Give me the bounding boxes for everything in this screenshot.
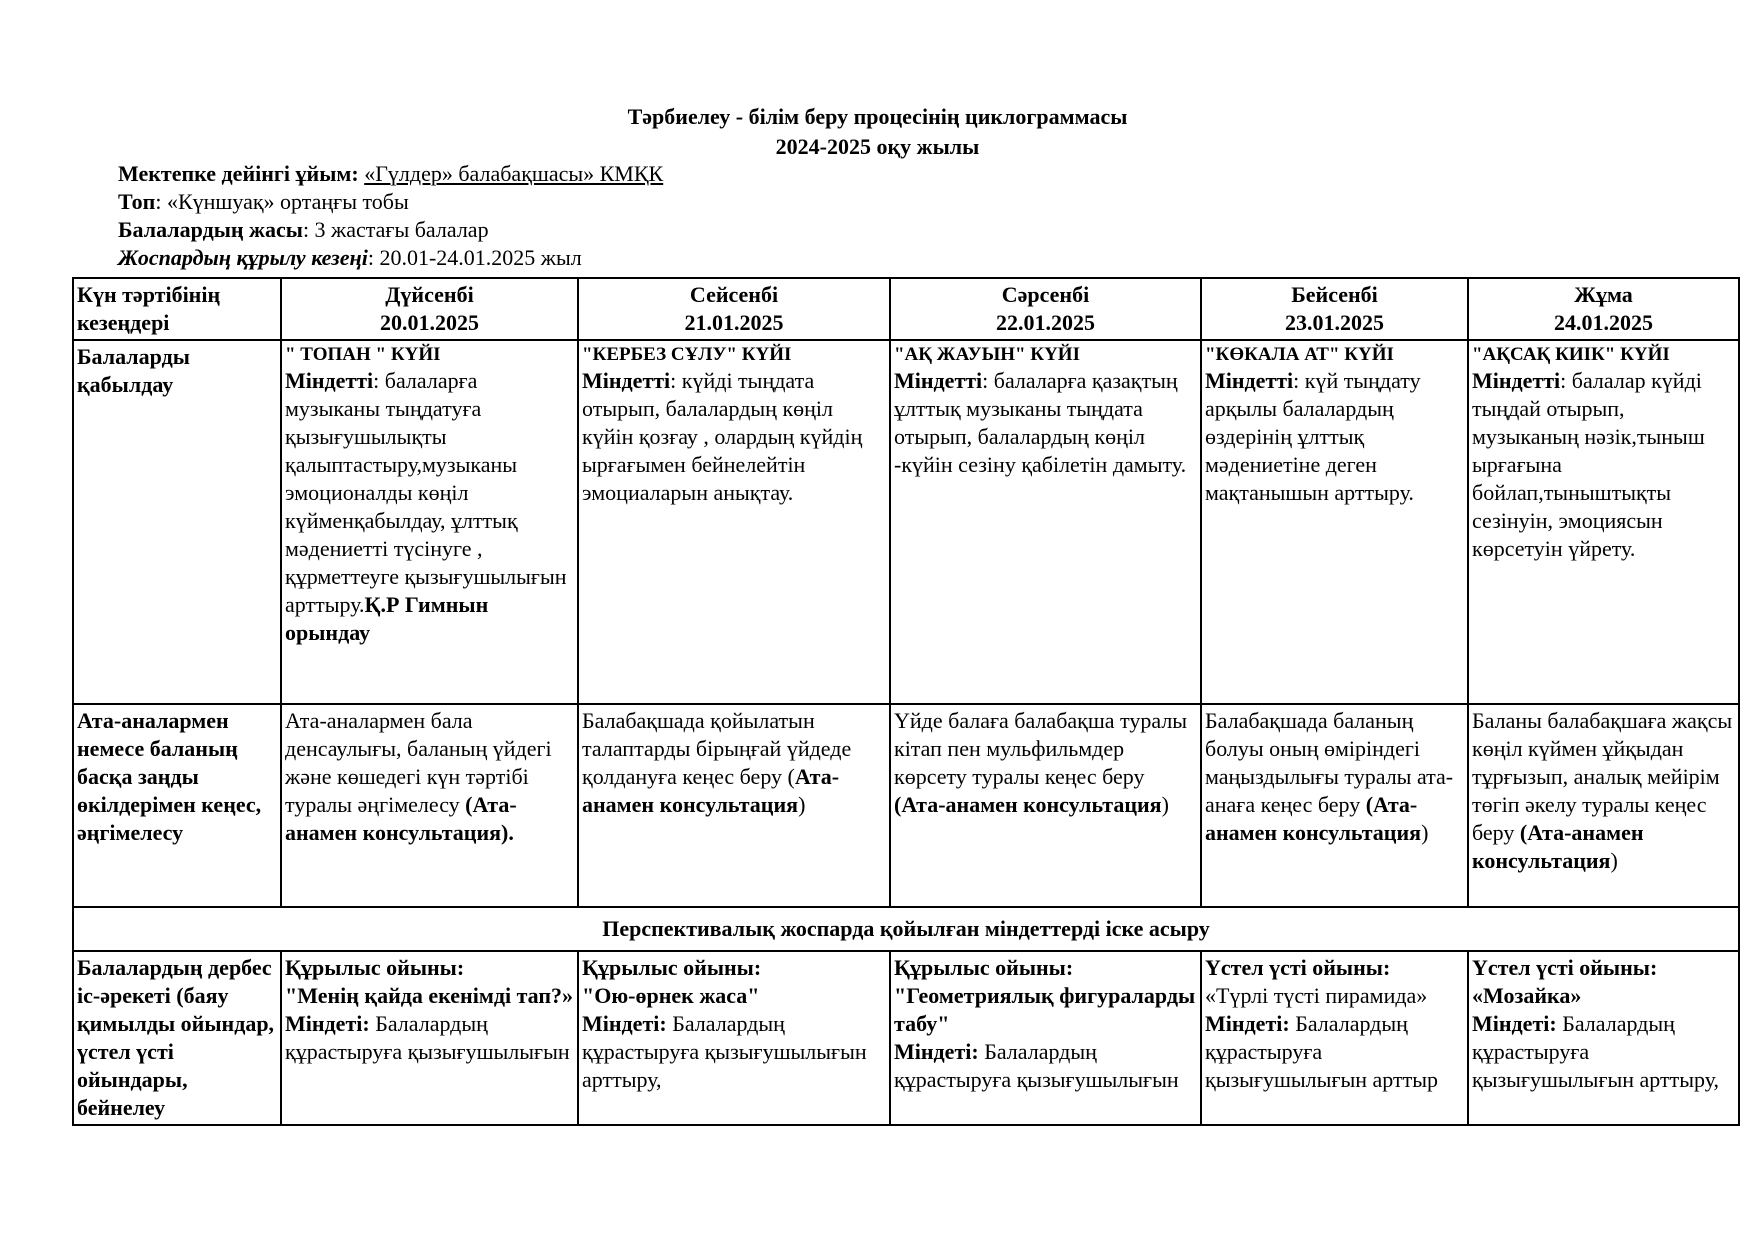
task-label: Міндетті <box>1205 368 1294 393</box>
header-day-monday <box>281 278 578 340</box>
meta-organization <box>118 160 663 188</box>
task-text: Балалардың құрастыруға қызығушылығын <box>285 1011 570 1064</box>
meta-org-value: «Гүлдер» балабақшасы» КМҚК <box>364 161 664 186</box>
advice-bold: (Ата-анамен консультация <box>894 792 1162 817</box>
kui-title: "АҚСАҚ КИІК" КҮЙІ <box>1472 344 1670 365</box>
header-day-thursday <box>1201 278 1468 340</box>
header-row <box>73 278 1739 340</box>
row-label-activity: Балалардың дербес іс-әрекеті (баяу қимылды ойындар, үстел үсті ойындары, бейнелеу <box>73 951 281 1125</box>
parents-cell-thursday <box>1201 704 1468 907</box>
task-text: : күйді тыңдата отырып, балалардың көңіл күйін қозғау , олардың күйдің ырғағымен бейнелейтін эмоциаларын анықтау. <box>582 368 863 505</box>
task-label: Міндеті: <box>1205 1011 1290 1036</box>
task-text: Балалардың құрастыруға қызығушылығын арттыр <box>1205 1011 1439 1092</box>
day-name: Дүйсенбі <box>385 282 474 307</box>
row-activity <box>73 951 1739 1125</box>
meta-age <box>118 216 663 244</box>
title-line-2: 2024-2025 оқу жылы <box>775 134 980 159</box>
reception-cell-wednesday <box>890 340 1201 704</box>
task-text: Балалардың құрастыруға қызығушылығын арттыру, <box>1472 1011 1720 1092</box>
kui-title: "КӨКАЛА АТ" КҮЙІ <box>1205 344 1394 365</box>
kui-title: " ТОПАН " КҮЙІ <box>285 344 441 365</box>
advice-bold: Ата-анамен консультация <box>582 764 840 817</box>
advice-tail: ) <box>1421 820 1429 845</box>
section-title: Перспективалық жоспарда қойылған міндеттерді іске асыру <box>73 907 1739 951</box>
kui-title: "КЕРБЕЗ СҰЛУ" КҮЙІ <box>582 344 792 365</box>
meta-age-label: Балалардың жасы <box>118 217 303 242</box>
advice-tail: ) <box>1161 792 1169 817</box>
meta-group <box>118 188 663 216</box>
parents-cell-wednesday <box>890 704 1201 907</box>
activity-name: «Түрлі түсті пирамида» <box>1205 983 1428 1008</box>
day-name: Сәрсенбі <box>1001 282 1090 307</box>
task-label: Міндеті: <box>285 1011 370 1036</box>
activity-type: Үстел үсті ойыны: <box>1472 955 1658 980</box>
header-left-line1: Күн тәртібінің <box>77 282 221 307</box>
row-reception <box>73 340 1739 704</box>
activity-cell-thursday <box>1201 951 1468 1125</box>
advice-tail: ) <box>798 792 806 817</box>
task-text: : балалар күйді тыңдай отырып, музыканың нәзік,тыныш ырғағына бойлап,тыныштықты сезінуін, эмоциясын көрсетуін үйрету. <box>1472 368 1705 561</box>
cyclogram-table <box>72 277 1740 1126</box>
advice-bold: (Ата-анамен консультация). <box>285 792 517 845</box>
advice-bold: (Ата-анамен консультация <box>1472 820 1644 873</box>
parents-cell-monday <box>281 704 578 907</box>
task-text: : балаларға қазақтың ұлттық музыканы тыңдата отырып, балалардың көңіл -күйін сезіну қабілетін дамыту. <box>894 368 1187 477</box>
advice-text: Үйде балаға балабақша туралы кітап пен мульфильмдер көрсету туралы кеңес беру <box>894 708 1188 789</box>
advice-tail: ) <box>1610 848 1618 873</box>
task-bold-tail: Қ.Р Гимнын орындау <box>285 592 489 645</box>
meta-period-label: Жоспардың құрылу кезеңі <box>118 245 368 270</box>
activity-cell-tuesday <box>578 951 890 1125</box>
day-date: 24.01.2025 <box>1554 310 1653 335</box>
day-name: Сейсенбі <box>689 282 779 307</box>
day-name: Бейсенбі <box>1291 282 1378 307</box>
advice-text: Баланы балабақшаға жақсы көңіл күймен ұйқыдан тұрғызып, аналық мейірім төгіп әкелу туралы кеңес беру <box>1472 708 1733 845</box>
reception-cell-friday <box>1468 340 1739 704</box>
activity-cell-friday <box>1468 951 1739 1125</box>
meta-info <box>118 160 663 272</box>
kui-title: "АҚ ЖАУЫН" КҮЙІ <box>894 344 1080 365</box>
parents-cell-friday <box>1468 704 1739 907</box>
activity-name: "Геометриялық фигураларды табу" <box>894 983 1196 1036</box>
meta-period <box>118 244 663 272</box>
header-day-friday <box>1468 278 1739 340</box>
meta-org-label: Мектепке дейінгі ұйым: <box>118 161 359 186</box>
advice-text: Балабақшада қойылатын талаптарды бірыңғай үйдеде қолдануға кеңес беру ( <box>582 708 852 789</box>
day-date: 21.01.2025 <box>684 310 784 335</box>
meta-age-value: : 3 жастағы балалар <box>302 217 489 242</box>
task-label: Міндетті <box>582 368 671 393</box>
activity-name: «Мозайка» <box>1472 983 1582 1008</box>
advice-text: Ата-аналармен бала денсаулығы, баланың үйдегі және көшедегі күн тәртібі туралы әңгімелесу <box>285 708 552 817</box>
meta-group-label: Топ <box>118 189 156 214</box>
reception-cell-monday <box>281 340 578 704</box>
task-label: Міндетті <box>285 368 374 393</box>
header-day-tuesday <box>578 278 890 340</box>
activity-cell-monday <box>281 951 578 1125</box>
task-label: Міндеті: <box>1472 1011 1557 1036</box>
activity-type: Құрылыс ойыны: <box>285 955 465 980</box>
row-section <box>73 907 1739 951</box>
task-text: Балалардың құрастыруға қызығушылығын <box>894 1039 1179 1092</box>
activity-type: Құрылыс ойыны: <box>582 955 762 980</box>
task-label: Міндеті: <box>894 1039 979 1064</box>
day-date: 23.01.2025 <box>1285 310 1384 335</box>
document-title <box>0 102 1755 162</box>
activity-name: "Ою-өрнек жаса" <box>582 983 760 1008</box>
advice-bold: (Ата-анамен консультация <box>1205 792 1422 845</box>
parents-cell-tuesday <box>578 704 890 907</box>
title-line-1: Тәрбиелеу - білім беру процесінің циклограммасы <box>627 104 1128 129</box>
task-text: : балаларға музыканы тыңдатуға қызығушылықты қалыптастыру,музыканы эмоционалды көңіл күйменқабылдау, ұлттық мәдениетті түсінуге , құрметтеуге қызығушылығын арттыру. <box>285 368 567 617</box>
meta-period-value: : 20.01-24.01.2025 жыл <box>367 245 582 270</box>
advice-text: Балабақшада баланың болуы оның өміріндегі маңыздылығы туралы ата-анаға кеңес беру <box>1205 708 1454 817</box>
task-label: Міндетті <box>1472 368 1561 393</box>
task-text: : күй тыңдату арқылы балалардың өздерінің ұлттық мәдениетіне деген мақтанышын арттыру. <box>1205 368 1421 505</box>
activity-type: Үстел үсті ойыны: <box>1205 955 1391 980</box>
day-date: 22.01.2025 <box>996 310 1095 335</box>
header-routine-stages <box>73 278 281 340</box>
row-label-parents: Ата-аналармен немесе баланың басқа заңды өкілдерімен кеңес, әңгімелесу <box>73 704 281 907</box>
header-left-line2: кезеңдері <box>77 310 170 335</box>
task-label: Міндетті <box>894 368 983 393</box>
header-day-wednesday <box>890 278 1201 340</box>
day-date: 20.01.2025 <box>380 310 479 335</box>
meta-group-value: : «Күншуақ» ортаңғы тобы <box>155 189 409 214</box>
reception-cell-tuesday <box>578 340 890 704</box>
activity-name: "Менің қайда екенімді тап?» <box>285 983 574 1008</box>
day-name: Жұма <box>1574 282 1633 307</box>
row-parents <box>73 704 1739 907</box>
task-label: Міндеті: <box>582 1011 667 1036</box>
row-label-reception: Балаларды қабылдау <box>73 340 281 704</box>
activity-cell-wednesday <box>890 951 1201 1125</box>
activity-type: Құрылыс ойыны: <box>894 955 1074 980</box>
reception-cell-thursday <box>1201 340 1468 704</box>
task-text: Балалардың құрастыруға қызығушылығын арттыру, <box>582 1011 867 1092</box>
